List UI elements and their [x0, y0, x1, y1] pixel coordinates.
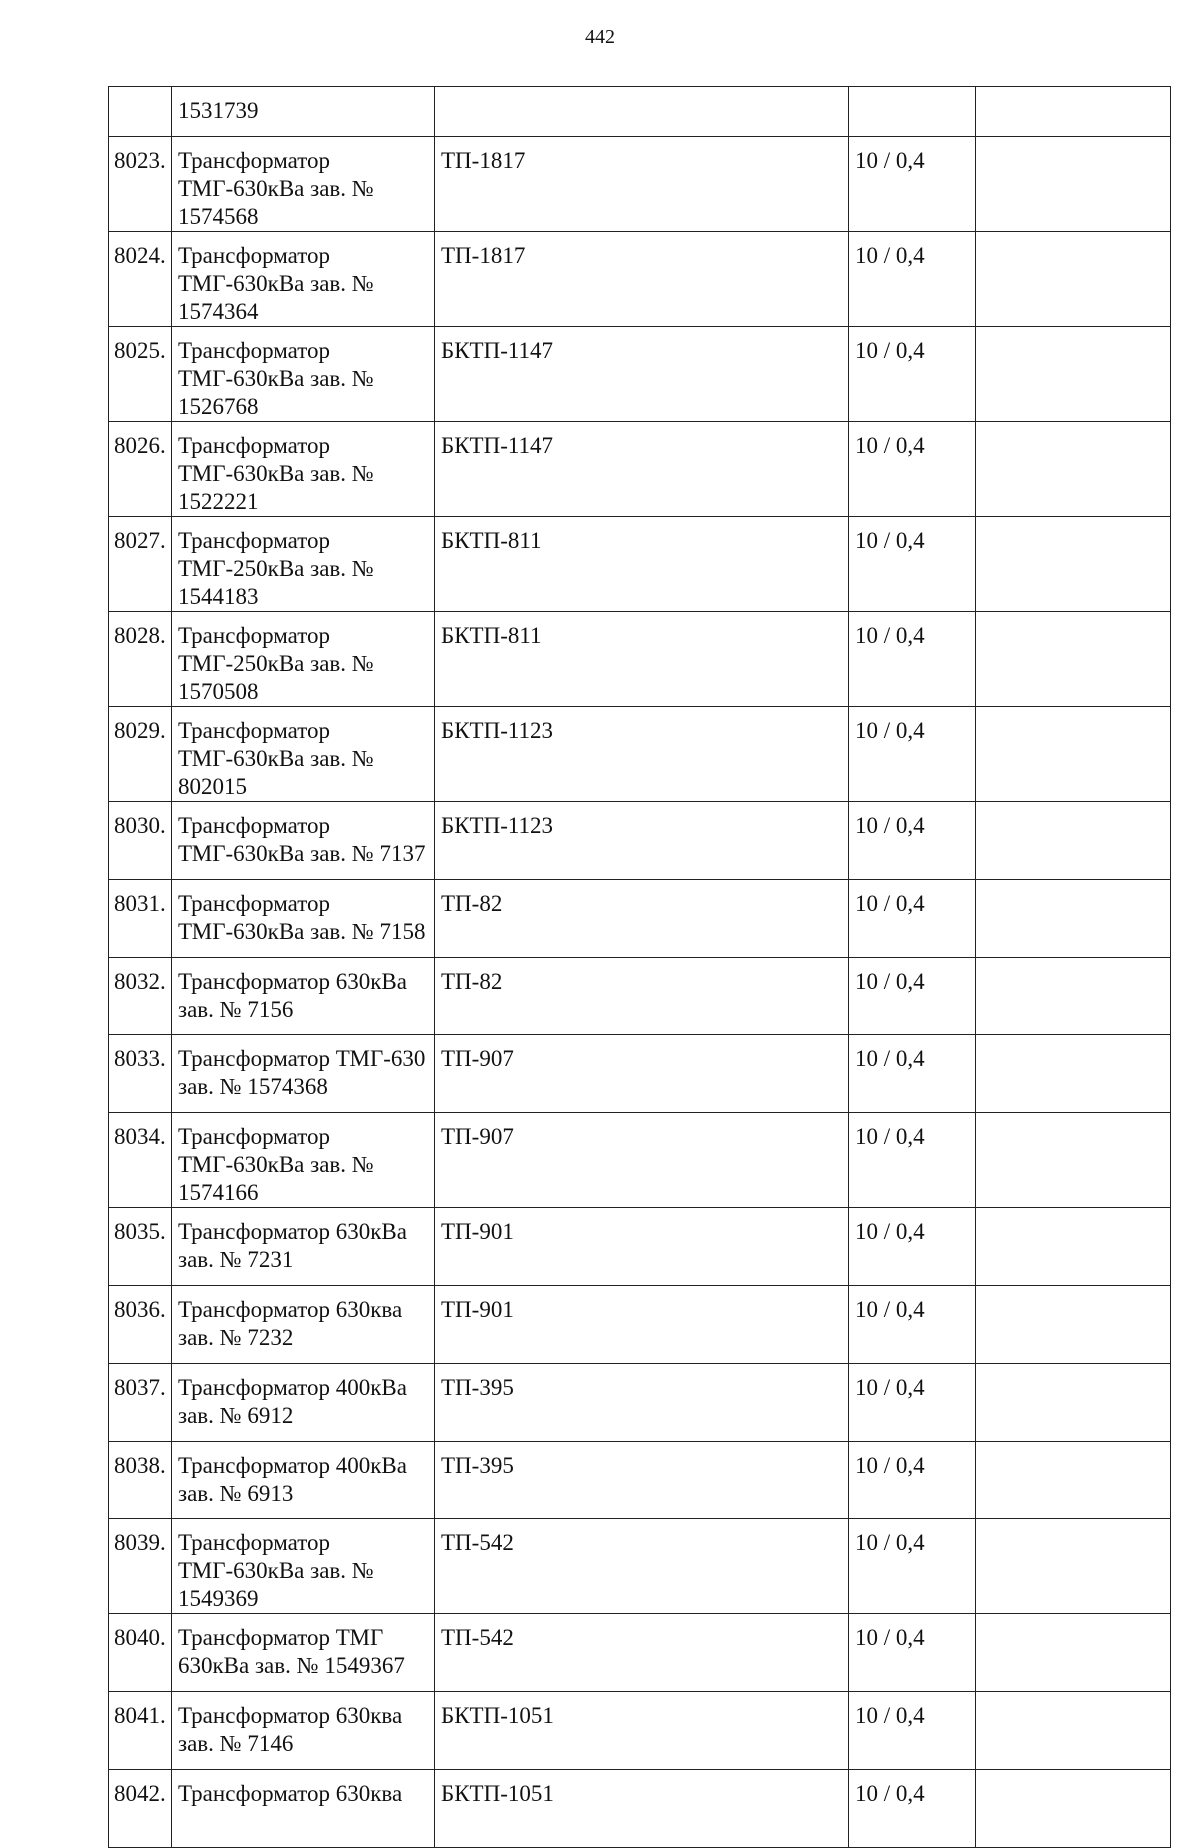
substation-cell: БКТП-1147 — [435, 422, 849, 517]
table-row — [109, 879, 1171, 957]
substation-cell: ТП-542 — [435, 1519, 849, 1614]
voltage-cell: 10 / 0,4 — [849, 1285, 976, 1363]
voltage-cell: 10 / 0,4 — [849, 1035, 976, 1113]
row-number-cell — [109, 87, 172, 137]
voltage-cell: 10 / 0,4 — [849, 1441, 976, 1519]
extra-cell — [976, 517, 1171, 612]
table-row — [109, 327, 1171, 422]
voltage-cell: 10 / 0,4 — [849, 707, 976, 802]
voltage-cell: 10 / 0,4 — [849, 957, 976, 1035]
substation-cell: ТП-82 — [435, 879, 849, 957]
equipment-name-cell: Трансформатор 630ква — [172, 1769, 435, 1847]
row-number-cell: 8033. — [109, 1035, 172, 1113]
row-number-cell: 8023. — [109, 137, 172, 232]
equipment-name-cell: Трансформатор ТМГ-250кВа зав. № 1544183 — [172, 517, 435, 612]
substation-cell: ТП-901 — [435, 1208, 849, 1286]
extra-cell — [976, 1363, 1171, 1441]
equipment-name-cell: Трансформатор ТМГ-630кВа зав. № 1574568 — [172, 137, 435, 232]
extra-cell — [976, 1208, 1171, 1286]
row-number-cell: 8027. — [109, 517, 172, 612]
extra-cell — [976, 707, 1171, 802]
row-number-cell: 8036. — [109, 1285, 172, 1363]
equipment-name-cell: Трансформатор 400кВа зав. № 6912 — [172, 1363, 435, 1441]
voltage-cell — [849, 87, 976, 137]
table-row — [109, 1208, 1171, 1286]
extra-cell — [976, 232, 1171, 327]
substation-cell: БКТП-1123 — [435, 707, 849, 802]
extra-cell — [976, 1692, 1171, 1770]
equipment-name-cell: Трансформатор ТМГ-630кВа зав. № 1574364 — [172, 232, 435, 327]
voltage-cell: 10 / 0,4 — [849, 1208, 976, 1286]
substation-cell: ТП-395 — [435, 1363, 849, 1441]
row-number-cell: 8040. — [109, 1614, 172, 1692]
equipment-name-cell: Трансформатор ТМГ-630кВа зав. № 7137 — [172, 802, 435, 880]
equipment-name-cell: Трансформатор ТМГ-630кВа зав. № 1526768 — [172, 327, 435, 422]
extra-cell — [976, 1035, 1171, 1113]
voltage-cell: 10 / 0,4 — [849, 327, 976, 422]
substation-cell: ТП-1817 — [435, 137, 849, 232]
table-row — [109, 1285, 1171, 1363]
row-number-cell: 8031. — [109, 879, 172, 957]
extra-cell — [976, 802, 1171, 880]
equipment-name-cell: Трансформатор ТМГ-630 зав. № 1574368 — [172, 1035, 435, 1113]
voltage-cell: 10 / 0,4 — [849, 1519, 976, 1614]
extra-cell — [976, 612, 1171, 707]
page-number: 442 — [585, 26, 615, 48]
table-row — [109, 1441, 1171, 1519]
extra-cell — [976, 327, 1171, 422]
extra-cell — [976, 1769, 1171, 1847]
equipment-name-cell: Трансформатор ТМГ 630кВа зав. № 1549367 — [172, 1614, 435, 1692]
extra-cell — [976, 957, 1171, 1035]
row-number-cell: 8041. — [109, 1692, 172, 1770]
equipment-name-cell: Трансформатор ТМГ-630кВа зав. № 1522221 — [172, 422, 435, 517]
voltage-cell: 10 / 0,4 — [849, 879, 976, 957]
extra-cell — [976, 1519, 1171, 1614]
table-row — [109, 802, 1171, 880]
equipment-name-cell: Трансформатор ТМГ-630кВа зав. № 802015 — [172, 707, 435, 802]
transformer-registry-table — [108, 86, 1171, 1848]
extra-cell — [976, 879, 1171, 957]
extra-cell — [976, 1614, 1171, 1692]
extra-cell — [976, 1113, 1171, 1208]
equipment-name-cell: Трансформатор 630кВа зав. № 7156 — [172, 957, 435, 1035]
table-row — [109, 517, 1171, 612]
extra-cell — [976, 1441, 1171, 1519]
row-number-cell: 8029. — [109, 707, 172, 802]
table-row — [109, 1519, 1171, 1614]
row-number-cell: 8030. — [109, 802, 172, 880]
extra-cell — [976, 1285, 1171, 1363]
equipment-name-cell: Трансформатор ТМГ-630кВа зав. № 1549369 — [172, 1519, 435, 1614]
row-number-cell: 8034. — [109, 1113, 172, 1208]
substation-cell: ТП-907 — [435, 1035, 849, 1113]
voltage-cell: 10 / 0,4 — [849, 517, 976, 612]
voltage-cell: 10 / 0,4 — [849, 137, 976, 232]
substation-cell: БКТП-811 — [435, 517, 849, 612]
equipment-name-cell: Трансформатор 630ква зав. № 7146 — [172, 1692, 435, 1770]
table-row — [109, 137, 1171, 232]
voltage-cell: 10 / 0,4 — [849, 422, 976, 517]
table-row — [109, 1614, 1171, 1692]
row-number-cell: 8032. — [109, 957, 172, 1035]
equipment-name-cell: Трансформатор 630ква зав. № 7232 — [172, 1285, 435, 1363]
substation-cell: БКТП-1051 — [435, 1692, 849, 1770]
table-row-continuation — [109, 87, 1171, 137]
substation-cell: БКТП-811 — [435, 612, 849, 707]
table-row — [109, 1035, 1171, 1113]
extra-cell — [976, 137, 1171, 232]
voltage-cell: 10 / 0,4 — [849, 1692, 976, 1770]
row-number-cell: 8035. — [109, 1208, 172, 1286]
voltage-cell: 10 / 0,4 — [849, 232, 976, 327]
substation-cell: БКТП-1051 — [435, 1769, 849, 1847]
voltage-cell: 10 / 0,4 — [849, 612, 976, 707]
substation-cell: БКТП-1123 — [435, 802, 849, 880]
table-row — [109, 612, 1171, 707]
row-number-cell: 8039. — [109, 1519, 172, 1614]
substation-cell: ТП-395 — [435, 1441, 849, 1519]
row-number-cell: 8026. — [109, 422, 172, 517]
table-row — [109, 1363, 1171, 1441]
table-row — [109, 707, 1171, 802]
equipment-name-cell: Трансформатор 400кВа зав. № 6913 — [172, 1441, 435, 1519]
row-number-cell: 8037. — [109, 1363, 172, 1441]
voltage-cell: 10 / 0,4 — [849, 1363, 976, 1441]
row-number-cell: 8042. — [109, 1769, 172, 1847]
voltage-cell: 10 / 0,4 — [849, 1769, 976, 1847]
table-row — [109, 1113, 1171, 1208]
row-number-cell: 8024. — [109, 232, 172, 327]
table-body — [109, 87, 1171, 1848]
voltage-cell: 10 / 0,4 — [849, 802, 976, 880]
voltage-cell: 10 / 0,4 — [849, 1113, 976, 1208]
equipment-name-cell: Трансформатор ТМГ-250кВа зав. № 1570508 — [172, 612, 435, 707]
equipment-name-cell: Трансформатор 630кВа зав. № 7231 — [172, 1208, 435, 1286]
substation-cell — [435, 87, 849, 137]
table-row — [109, 232, 1171, 327]
equipment-name-cell: 1531739 — [172, 87, 435, 137]
substation-cell: ТП-1817 — [435, 232, 849, 327]
substation-cell: ТП-907 — [435, 1113, 849, 1208]
row-number-cell: 8038. — [109, 1441, 172, 1519]
table-row — [109, 957, 1171, 1035]
voltage-cell: 10 / 0,4 — [849, 1614, 976, 1692]
table-row — [109, 1769, 1171, 1847]
row-number-cell: 8025. — [109, 327, 172, 422]
equipment-name-cell: Трансформатор ТМГ-630кВа зав. № 1574166 — [172, 1113, 435, 1208]
table-row — [109, 1692, 1171, 1770]
substation-cell: ТП-82 — [435, 957, 849, 1035]
substation-cell: БКТП-1147 — [435, 327, 849, 422]
substation-cell: ТП-901 — [435, 1285, 849, 1363]
row-number-cell: 8028. — [109, 612, 172, 707]
substation-cell: ТП-542 — [435, 1614, 849, 1692]
extra-cell — [976, 422, 1171, 517]
equipment-name-cell: Трансформатор ТМГ-630кВа зав. № 7158 — [172, 879, 435, 957]
table-row — [109, 422, 1171, 517]
extra-cell — [976, 87, 1171, 137]
